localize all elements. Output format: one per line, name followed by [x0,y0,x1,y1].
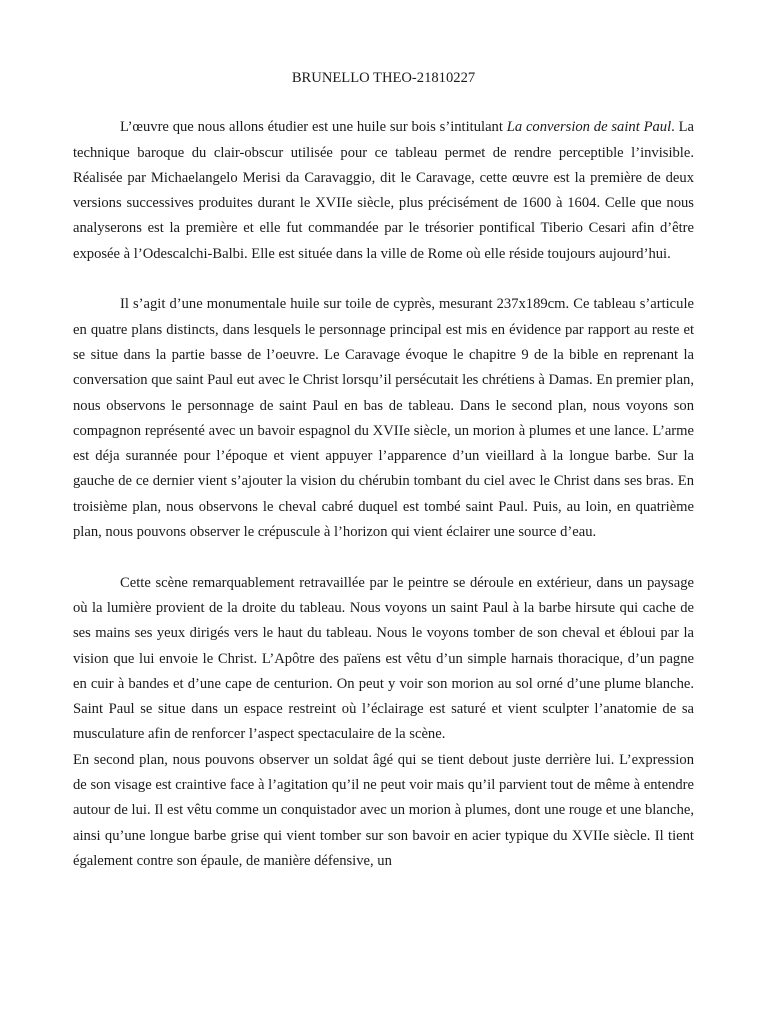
paragraph-intro [73,115,694,267]
paragraph-second-plan: En second plan, nous pouvons observer un soldat âgé qui se tient debout juste derrière lui. L’expression de son visage est craintive face à l’agitation qu’il ne peut voir mais qu’il parvient tout de même à entendre autour de lui. Il est vêtu comme un conquistador avec un morion à plumes, dont une rouge et une blanche, ainsi qu’une longue barbe grise qui vient tomber sur son bavoir en acier typique du XVIIe siècle. Il tient également contre son épaule, de manière défensive, un [73,751,694,869]
paragraph-description: Il s’agit d’une monumentale huile sur toile de cyprès, mesurant 237x189cm. Ce tableau s’articule en quatre plans distincts, dans lesquels le personnage principal est mis en évidence par rapport au reste et se situe dans la partie basse de l’oeuvre. Le Caravage évoque le chapitre 9 de la bible en reprenant la conversation que saint Paul eut avec le Christ lorsqu’il persécutait les chrétiens à Damas. En premier plan, nous observons le personnage de saint Paul en bas de tableau. Dans le second plan, nous voyons son compagnon représenté avec un bavoir espagnol du XVIIe siècle, un morion à plumes et une lance. L’arme est déja surannée pour l’époque et vient appuyer l’apparence d’un vieillard à la longue barbe. Sur la gauche de ce dernier vient s’ajouter la vision du chérubin tombant du ciel avec le Christ dans ses bras. En troisième plan, nous observons le cheval cabré duquel est tombé saint Paul. Puis, au loin, en quatrième plan, nous pouvons observer le crépuscule à l’horizon qui vient éclairer une source d’eau. [73,296,694,541]
paragraph-intro-text-end: . La technique baroque du clair-obscur utilisée pour ce tableau permet de rendre perceptible l’invisible. Réalisée par Michaelangelo Merisi da Caravaggio, dit le Caravage, cette œuvre est la première de deux versions successives produites durant le XVIIe siècle, plus précisément de 1600 à 1604. Celle que nous analyserons est la première et elle fut commandée par le trésorier pontifical Tiberio Cesari afin d’être exposée à l’Odescalchi-Balbi. Elle est située dans la ville de Rome où elle réside toujours aujourd’hui. [73,119,694,262]
document-title: BRUNELLO THEO-21810227 [291,70,476,86]
artwork-title: La conversion de saint Paul [506,119,672,136]
paragraph-intro-text-start: L’œuvre que nous allons étudier est une huile sur bois s’intitulant [120,119,507,136]
document-page [73,66,694,874]
paragraph-spacer [73,267,694,292]
paragraph-scene: Cette scène remarquablement retravaillée par le peintre se déroule en extérieur, dans un paysage où la lumière provient de la droite du tableau. Nous voyons un saint Paul à la barbe hirsute qui cache de ses mains ses yeux dirigés vers le haut du tableau. Nous le voyons tomber de son cheval et ébloui par la vision que lui envoie le Christ. L’Apôtre des païens est vêtu d’un simple harnais thoracique, d’un pagne en cuir à bandes et d’une cape de centurion. On peut y voir son morion au sol orné d’une plume blanche. Saint Paul se situe dans un espace restreint où l’éclairage est saturé et vient sculpter l’anatomie de sa musculature afin de renforcer l’aspect spectaculaire de la scène. [73,574,694,743]
paragraph-spacer [73,545,694,570]
